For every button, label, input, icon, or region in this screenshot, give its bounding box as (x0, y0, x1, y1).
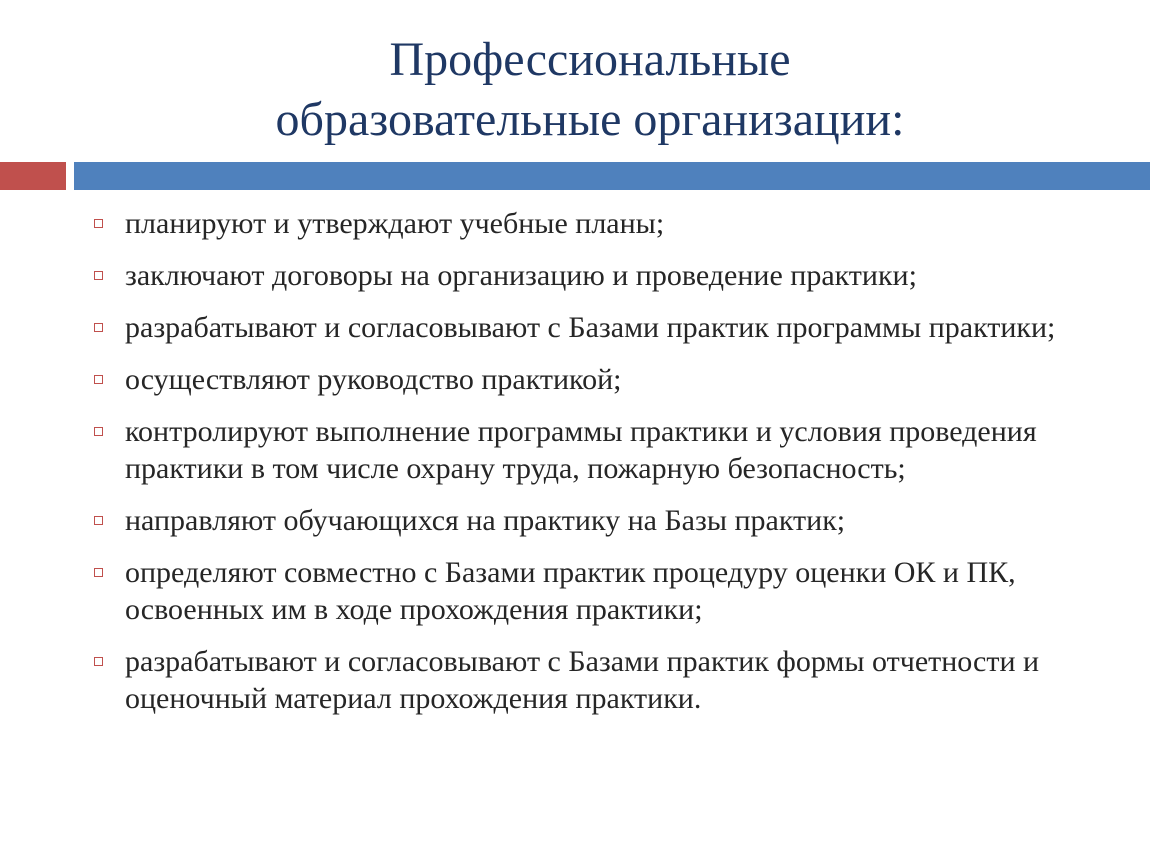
bullet-text: осуществляют руководство практикой; (125, 363, 622, 396)
list-item (94, 361, 1134, 398)
title-accent-bar-red (0, 162, 66, 190)
list-item (94, 643, 1134, 717)
list-item (94, 257, 1134, 294)
slide-title-line-1: Профессиональные (389, 33, 791, 86)
bullet-text: заключают договоры на организацию и проведение практики; (125, 259, 917, 292)
square-bullet-icon (94, 219, 103, 228)
bullet-text: определяют совместно с Базами практик процедуру оценки ОК и ПК, освоенных им в ходе прохождения практики; (125, 556, 1016, 626)
square-bullet-icon (94, 323, 103, 332)
list-item (94, 205, 1134, 242)
title-accent-bar-blue (74, 162, 1150, 190)
bullet-text: разрабатывают и согласовывают с Базами практик формы отчетности и оценочный материал прохождения практики. (125, 645, 1040, 715)
slide-title (0, 30, 1150, 150)
bullet-text: планируют и утверждают учебные планы; (125, 207, 665, 240)
bullet-text: направляют обучающихся на практику на Базы практик; (125, 504, 846, 537)
bullet-text: разрабатывают и согласовывают с Базами практик программы практики; (125, 311, 1056, 344)
bullet-text: контролируют выполнение программы практики и условия проведения практики в том числе охрану труда, пожарную безопасность; (125, 415, 1037, 485)
slide-title-line-2: образовательные организации: (275, 93, 905, 146)
list-item (94, 413, 1134, 487)
bullet-list (94, 205, 1134, 732)
square-bullet-icon (94, 427, 103, 436)
list-item (94, 554, 1134, 628)
list-item (94, 502, 1134, 539)
square-bullet-icon (94, 516, 103, 525)
square-bullet-icon (94, 657, 103, 666)
square-bullet-icon (94, 568, 103, 577)
square-bullet-icon (94, 271, 103, 280)
list-item (94, 309, 1134, 346)
square-bullet-icon (94, 375, 103, 384)
